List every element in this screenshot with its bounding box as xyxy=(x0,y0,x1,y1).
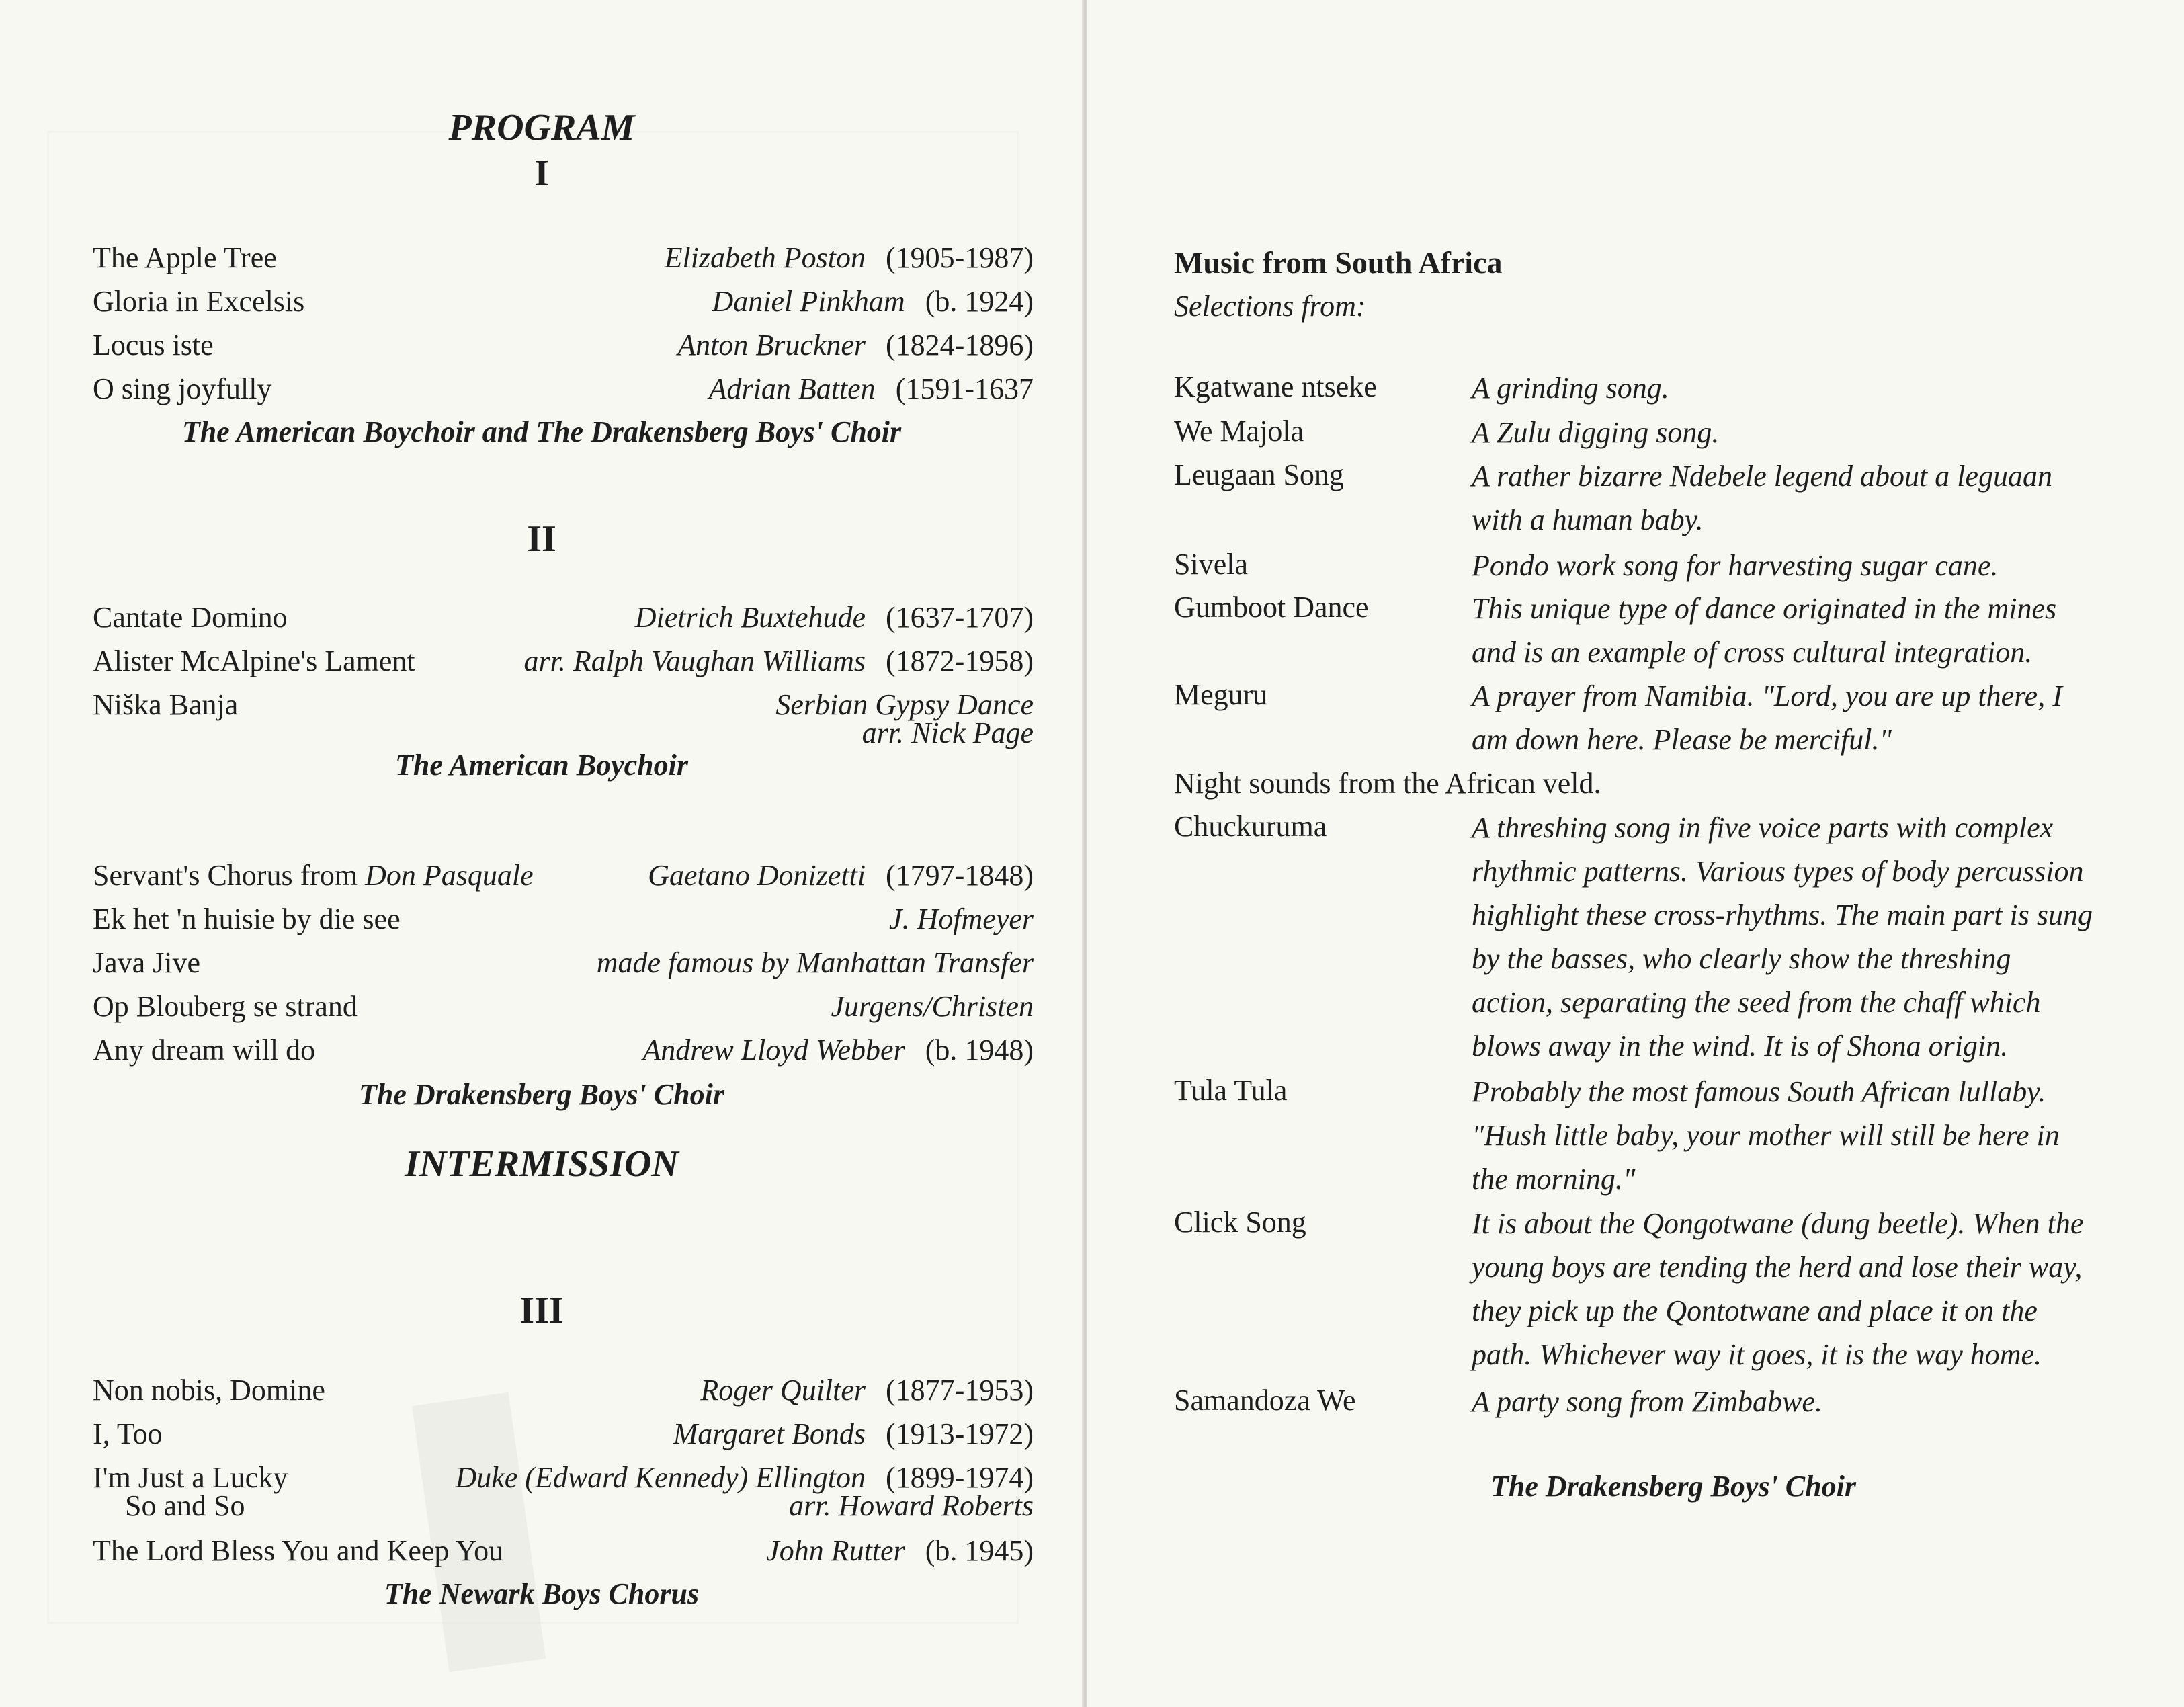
song-name: Tula Tula xyxy=(1174,1074,1288,1107)
piece-title: Op Blouberg se strand xyxy=(93,990,358,1023)
part-numeral-1: I xyxy=(534,153,549,194)
song-name: Click Song xyxy=(1174,1206,1306,1239)
composer-dates: (1872-1958) xyxy=(886,644,1034,677)
left-page xyxy=(0,0,1083,1707)
program-heading: PROGRAM xyxy=(448,107,635,149)
program-row xyxy=(93,1417,1034,1457)
program-row xyxy=(93,688,1034,755)
song-name: Samandoza We xyxy=(1174,1384,1356,1417)
composer-name: Roger Quilter xyxy=(700,1374,866,1407)
song-name: Chuckuruma xyxy=(1174,810,1327,843)
piece-title: Any dream will do xyxy=(93,1034,316,1067)
program-row xyxy=(93,284,1034,325)
program-row xyxy=(93,600,1034,640)
song-name: Kgatwane ntseke xyxy=(1174,370,1377,403)
song-name: Meguru xyxy=(1174,678,1268,711)
part-numeral-2: II xyxy=(527,518,556,560)
composer-dates: (b. 1945) xyxy=(925,1534,1034,1567)
program-row xyxy=(93,372,1034,412)
composer-name: Duke (Edward Kennedy) Ellington xyxy=(455,1461,866,1494)
composer-name: Margaret Bonds xyxy=(673,1417,866,1450)
section-title: Music from South Africa xyxy=(1174,245,1503,280)
piece-composer xyxy=(889,902,1034,936)
song-description: A party song from Zimbabwe. xyxy=(1472,1385,1822,1418)
program-row xyxy=(93,1033,1034,1073)
composer-dates: (1591-1637 xyxy=(895,372,1034,405)
program-row xyxy=(93,989,1034,1030)
night-sounds: Night sounds from the African veld. xyxy=(1174,767,1601,800)
piece-title: Cantate Domino xyxy=(93,601,288,634)
performer-credit: The Drakensberg Boys' Choir xyxy=(1490,1470,1856,1503)
song-description: A grinding song. xyxy=(1472,372,1669,405)
piece-title: Non nobis, Domine xyxy=(93,1374,325,1407)
piece-title: I, Too xyxy=(93,1417,163,1450)
composer-name: Adrian Batten xyxy=(708,372,876,405)
composer-dates: (1824-1896) xyxy=(886,329,1034,362)
program-row xyxy=(93,858,1034,899)
program-row xyxy=(93,1460,1034,1528)
performer-credit: The Newark Boys Chorus xyxy=(384,1577,700,1610)
song-description: It is about the Qongotwane (dung beetle). When the young boys are tending the herd and lose their way, they pick up the Qontotwane and place it on the path. Whichever way it goes, it is the way home. xyxy=(1472,1207,2084,1371)
song-name: Sivela xyxy=(1174,548,1248,581)
piece-title: The Lord Bless You and Keep You xyxy=(93,1534,504,1567)
arranger: arr. Nick Page xyxy=(862,716,1034,749)
song-description: Probably the most famous South African lullaby. "Hush little baby, your mother will still be here in the morning." xyxy=(1472,1075,2060,1196)
piece-composer xyxy=(831,989,1034,1024)
piece-title-text: Servant's Chorus from xyxy=(93,859,358,892)
song-description: A prayer from Namibia. "Lord, you are up there, I am down here. Please be merciful." xyxy=(1472,679,2062,756)
composer-dates: (1913-1972) xyxy=(886,1417,1034,1450)
piece-composer xyxy=(709,372,1034,406)
composer-dates: (b. 1948) xyxy=(925,1034,1034,1067)
piece-title: Ek het 'n huisie by die see xyxy=(93,903,401,935)
arranger: arr. Howard Roberts xyxy=(789,1489,1034,1522)
song-description: This unique type of dance originated in the mines and is an example of cross cultural integration. xyxy=(1472,592,2057,669)
piece-composer xyxy=(677,328,1034,362)
program-row xyxy=(93,902,1034,942)
part-numeral-3: III xyxy=(519,1290,564,1331)
program-row xyxy=(93,1373,1034,1413)
composer-name: John Rutter xyxy=(766,1534,905,1567)
composer-name: Serbian Gypsy Dance xyxy=(775,688,1034,721)
performer-credit: The American Boychoir xyxy=(395,749,688,782)
piece-composer xyxy=(635,600,1034,634)
piece-composer xyxy=(673,1417,1034,1451)
composer-name: Andrew Lloyd Webber xyxy=(642,1034,905,1067)
composer-name: Gaetano Donizetti xyxy=(648,859,866,892)
song-description: A Zulu digging song. xyxy=(1472,416,1720,449)
section-subtitle: Selections from: xyxy=(1174,290,1366,323)
composer-dates: (1877-1953) xyxy=(886,1374,1034,1407)
piece-composer xyxy=(597,946,1034,980)
composer-name: Daniel Pinkham xyxy=(712,285,905,318)
piece-title: The Apple Tree xyxy=(93,241,277,274)
song-description: A rather bizarre Ndebele legend about a leguaan with a human baby. xyxy=(1472,460,2052,536)
composer-name: Jurgens/Christen xyxy=(831,990,1034,1023)
piece-composer xyxy=(712,284,1034,319)
composer-dates: (1905-1987) xyxy=(886,241,1034,274)
piece-composer xyxy=(648,858,1034,892)
song-name: We Majola xyxy=(1174,415,1304,448)
piece-title: O sing joyfully xyxy=(93,372,272,405)
piece-composer xyxy=(642,1033,1034,1067)
piece-title: Niška Banja xyxy=(93,688,239,721)
song-description: Pondo work song for harvesting sugar cane. xyxy=(1472,549,1999,582)
piece-title: Locus iste xyxy=(93,329,214,362)
piece-composer xyxy=(766,1534,1034,1568)
piece-title-continued: So and So xyxy=(125,1489,245,1522)
composer-dates: (1797-1848) xyxy=(886,859,1034,892)
opera-title: Don Pasquale xyxy=(365,859,534,892)
composer-name: J. Hofmeyer xyxy=(888,903,1034,935)
piece-title xyxy=(93,858,534,892)
piece-title: Java Jive xyxy=(93,946,201,979)
composer-name: Elizabeth Poston xyxy=(664,241,866,274)
program-row xyxy=(93,644,1034,684)
song-name: Gumboot Dance xyxy=(1174,591,1369,624)
song-name: Leugaan Song xyxy=(1174,458,1344,491)
program-row xyxy=(93,241,1034,281)
program-row xyxy=(93,328,1034,368)
performer-credit: The American Boychoir and The Drakensberg Boys' Choir xyxy=(181,415,902,448)
composer-dates: (1899-1974) xyxy=(886,1461,1034,1494)
composer-name: Anton Bruckner xyxy=(677,329,866,362)
program-row xyxy=(93,946,1034,986)
piece-composer xyxy=(700,1373,1034,1407)
piece-title: I'm Just a Lucky xyxy=(93,1461,288,1494)
song-description: A threshing song in five voice parts with complex rhythmic patterns. Various types of body percussion highlight these cross-rhythms. The main part is sung by the basses, who clearly show the threshing action, separating the seed from the chaff which blows away in the wind. It is of Shona origin. xyxy=(1472,811,2093,1063)
composer-dates: (b. 1924) xyxy=(925,285,1034,318)
composer-name: made famous by Manhattan Transfer xyxy=(596,946,1034,979)
piece-title: Alister McAlpine's Lament xyxy=(93,644,415,677)
program-row xyxy=(93,1534,1034,1574)
composer-name: arr. Ralph Vaughan Williams xyxy=(523,644,866,677)
composer-name: Dietrich Buxtehude xyxy=(634,601,866,634)
composer-dates: (1637-1707) xyxy=(886,601,1034,634)
piece-composer xyxy=(665,241,1034,275)
performer-credit: The Drakensberg Boys' Choir xyxy=(359,1078,724,1111)
intermission-heading: INTERMISSION xyxy=(405,1143,679,1185)
piece-title: Gloria in Excelsis xyxy=(93,285,305,318)
piece-composer xyxy=(524,644,1034,678)
